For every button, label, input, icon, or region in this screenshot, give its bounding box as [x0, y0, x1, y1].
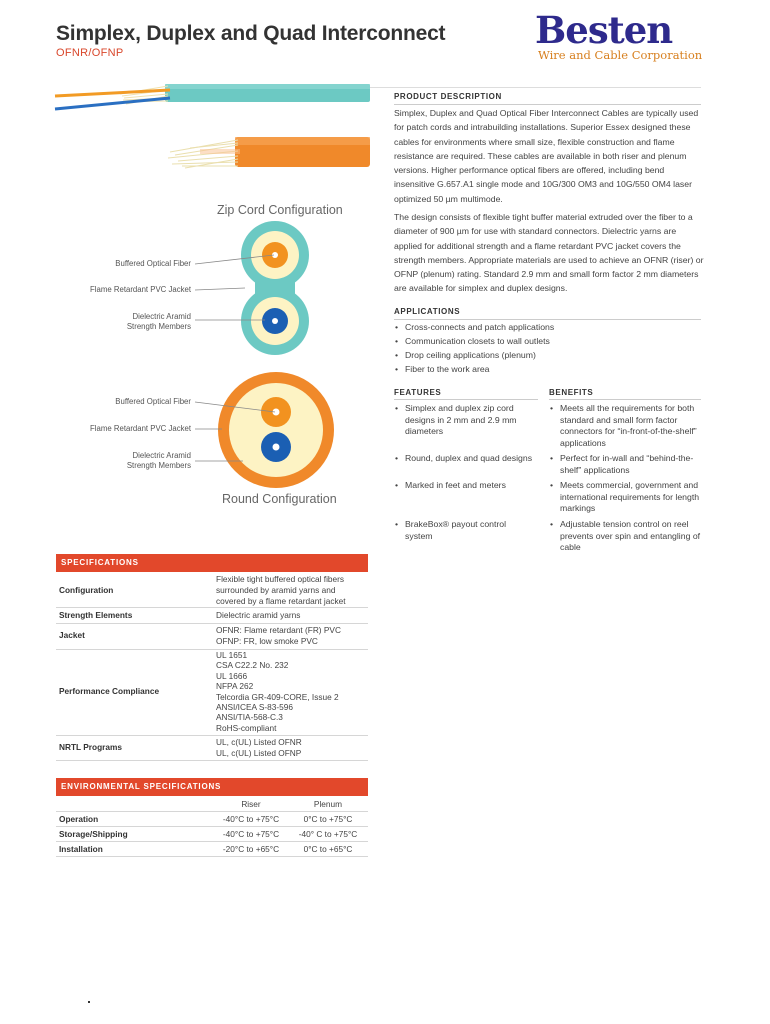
product-description-heading: PRODUCT DESCRIPTION — [394, 92, 502, 101]
spec-row — [56, 736, 368, 761]
benefit-item: • Adjustable tension control on reel prevents over spin and entangling of cable — [549, 519, 705, 554]
list-item: • Cross-connects and patch applications — [394, 320, 701, 334]
env-row — [56, 812, 368, 827]
footer-dot — [88, 1001, 90, 1003]
round-config-title: Round Configuration — [222, 492, 337, 506]
list-item: • Communication closets to wall outlets — [394, 334, 701, 348]
spec-row — [56, 574, 368, 608]
env-label: Storage/Shipping — [59, 829, 128, 839]
divider — [549, 399, 701, 400]
spec-value: Dielectric aramid yarns — [216, 610, 301, 620]
zip-label-jacket: Flame Retardant PVC Jacket — [90, 285, 191, 294]
environmental-heading: ENVIRONMENTAL SPECIFICATIONS — [56, 778, 368, 796]
spec-row — [56, 650, 368, 736]
zip-cord-title: Zip Cord Configuration — [217, 203, 343, 217]
spec-label: Configuration — [59, 585, 114, 595]
specifications-heading: SPECIFICATIONS — [56, 554, 368, 572]
env-col-plenum: Plenum — [313, 799, 343, 809]
env-header-row — [56, 796, 368, 812]
env-riser-value: -20°C to +65°C — [222, 844, 280, 854]
env-col-riser: Riser — [241, 799, 261, 809]
page-subtitle: OFNR/OFNP — [56, 47, 124, 59]
header-divider — [370, 87, 701, 88]
spec-label: NRTL Programs — [59, 742, 123, 752]
applications-heading: APPLICATIONS — [394, 307, 461, 316]
benefit-item: • Meets all the requirements for both standard and small form factor connectors for “in-front-of-the-shelf” applications — [549, 403, 705, 449]
env-label: Operation — [59, 814, 99, 824]
spec-value: OFNR: Flame retardant (FR) PVC OFNP: FR, low smoke PVC — [216, 625, 341, 646]
spec-value: UL, c(UL) Listed OFNR UL, c(UL) Listed OFNP — [216, 737, 302, 758]
product-description-p2: The design consists of flexible tight buffer material extruded over the fiber to a diameter of 900 µm for use with standard connectors. Dielectric yarns are applied for additional strength and a flame retardant PVC jacket covers the strength members. Appropriate materials are used to achieve an OFNR (riser) or OFNP (plenum) rating. Standard 2.9 mm and small form factor 2 mm diameters are available for simplex and duplex designs. — [394, 212, 704, 294]
benefit-item: • Meets commercial, government and international requirements for length markings — [549, 480, 705, 515]
product-description-p1: Simplex, Duplex and Quad Optical Fiber Interconnect Cables are typically used for patch cords and intrabuilding installations. Superior Essex designed these cables for environments where small size, flexible construction and flame resistance are required. These cables are available in both riser and plenum versions. Higher performance optical fibers are offered, including bend insensitive G.657.A1 single mode and 10G/300 OM3 and 10G/550 OM4 laser optimized 50 µm multimode. — [394, 108, 699, 204]
spec-value: UL 1651 CSA C22.2 No. 232 UL 1666 NFPA 262 Telcordia GR-409-CORE, Issue 2 ANSI/ICEA S-83-596 ANSI/TIA-568-C.3 RoHS-compliant — [216, 650, 339, 733]
round-label-aramid: Dielectric Aramid Strength Members — [126, 451, 191, 470]
divider — [394, 399, 538, 400]
applications-list — [394, 320, 701, 376]
blue-buffered-fiber — [55, 98, 170, 109]
benefit-item: • Perfect for in-wall and “behind-the-shelf” applications — [549, 453, 705, 476]
list-item: • Drop ceiling applications (plenum) — [394, 348, 701, 362]
spec-row — [56, 624, 368, 650]
features-heading: FEATURES — [394, 388, 442, 397]
divider — [394, 104, 701, 105]
env-row — [56, 842, 368, 857]
feature-item: • Round, duplex and quad designs — [394, 453, 555, 465]
zip-label-fiber: Buffered Optical Fiber — [115, 259, 191, 268]
env-label: Installation — [59, 844, 103, 854]
zip-label-aramid: Dielectric Aramid Strength Members — [126, 312, 191, 331]
logo-brand: Besten — [535, 8, 673, 52]
spec-label: Strength Elements — [59, 610, 133, 620]
round-label-fiber: Buffered Optical Fiber — [115, 397, 191, 406]
spec-label: Performance Compliance — [59, 686, 160, 696]
feature-item: • Simplex and duplex zip cord designs in 2 mm and 2.9 mm diameters — [394, 403, 545, 438]
env-plenum-value: 0°C to +75°C — [303, 814, 353, 824]
env-plenum-value: 0°C to +65°C — [303, 844, 353, 854]
env-riser-value: -40°C to +75°C — [222, 829, 280, 839]
logo-subtitle: Wire and Cable Corporation — [538, 48, 703, 62]
env-plenum-value: -40° C to +75°C — [298, 829, 358, 839]
round-label-jacket: Flame Retardant PVC Jacket — [90, 424, 191, 433]
spec-row — [56, 608, 368, 624]
page-title: Simplex, Duplex and Quad Interconnect — [56, 22, 446, 45]
cable-product-photo — [50, 82, 370, 182]
feature-item: • Marked in feet and meters — [394, 480, 545, 492]
benefits-heading: BENEFITS — [549, 388, 594, 397]
env-row — [56, 827, 368, 842]
env-riser-value: -40°C to +75°C — [222, 814, 280, 824]
feature-item: • BrakeBox® payout control system — [394, 519, 515, 542]
list-item: • Fiber to the work area — [394, 362, 701, 376]
company-logo — [535, 8, 703, 64]
spec-label: Jacket — [59, 630, 85, 640]
spec-value: Flexible tight buffered optical fibers surrounded by aramid yarns and covered by a flame retardant jacket — [216, 574, 346, 606]
